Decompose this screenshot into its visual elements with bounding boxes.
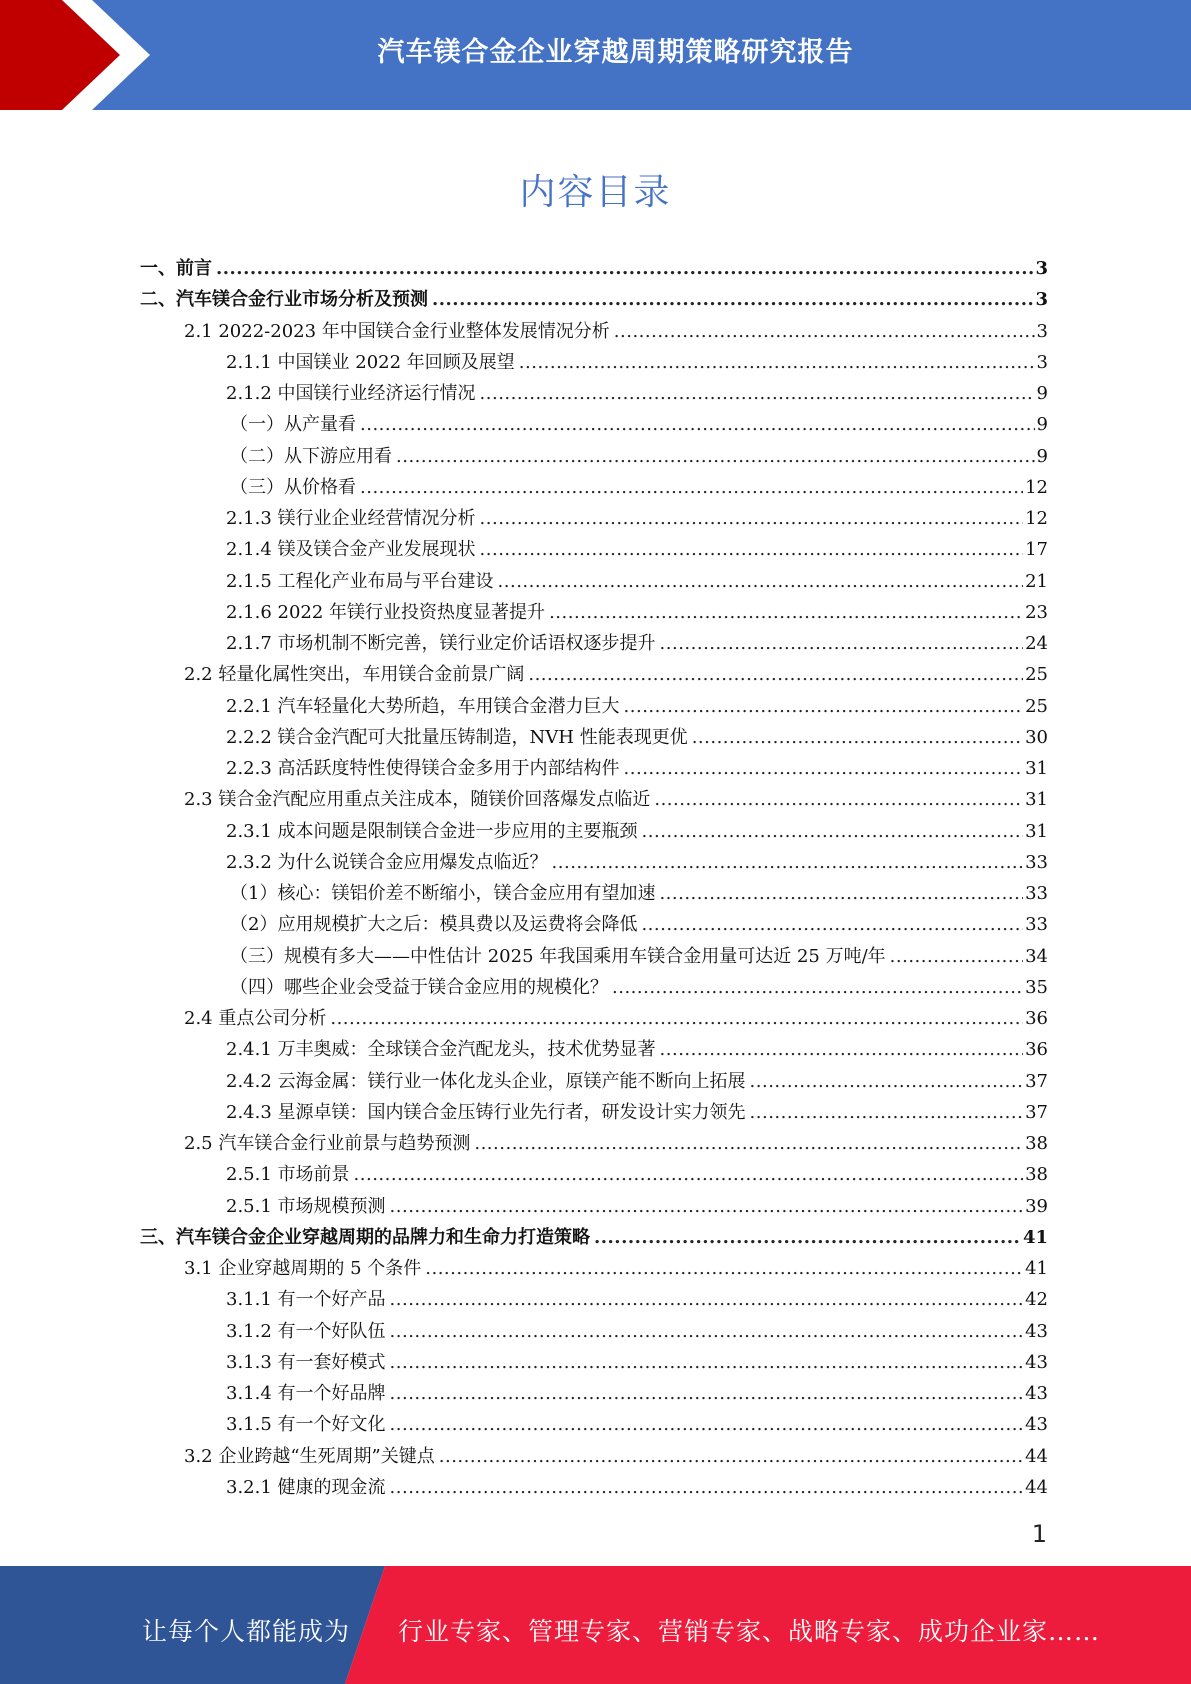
toc-entry[interactable] [140,1035,1048,1066]
toc-entry-label: 2.2 轻量化属性突出，车用镁合金前景广阔 [184,664,525,686]
toc-dot-leader [552,852,1024,873]
toc-entry[interactable] [140,442,1048,473]
toc-entry[interactable] [140,1192,1048,1223]
toc-entry-label: 2.1 2022-2023 年中国镁合金行业整体发展情况分析 [184,320,610,342]
toc-entry-page: 12 [1025,508,1048,529]
toc-entry[interactable] [140,754,1048,785]
toc-dot-leader [390,1383,1024,1404]
toc-dot-leader [360,477,1023,498]
toc-entry-label: 2.2.1 汽车轻量化大势所趋，车用镁合金潜力巨大 [226,695,620,717]
toc-entry-page: 31 [1025,820,1048,842]
toc-entry[interactable] [140,1379,1048,1410]
toc-entry-label: 3.1.2 有一个好队伍 [226,1320,386,1342]
page-header [0,0,1191,110]
toc-dot-leader [390,1477,1024,1498]
toc-dot-leader [354,1164,1024,1185]
toc-entry[interactable] [140,567,1048,598]
toc-entry-page: 36 [1025,1039,1048,1061]
toc-entry[interactable] [140,1285,1048,1316]
toc-entry[interactable] [140,629,1048,660]
toc-entry[interactable] [140,692,1048,723]
toc-entry[interactable] [140,1223,1048,1254]
footer-slogan-right: 行业专家、管理专家、营销专家、战略专家、成功企业家…… [398,1617,1101,1646]
toc-entry-page: 37 [1025,1070,1048,1092]
toc-entry-page: 3 [1036,320,1048,342]
toc-entry-label: （二）从下游应用看 [230,445,392,467]
toc-entry[interactable] [140,723,1048,754]
toc-entry-page: 9 [1036,414,1048,436]
toc-entry[interactable] [140,1348,1048,1379]
toc-entry-page: 9 [1036,445,1048,467]
toc-entry-page: 24 [1025,633,1048,654]
toc-entry[interactable] [140,660,1048,691]
toc-entry-page: 43 [1025,1320,1048,1342]
toc-entry[interactable] [140,1098,1048,1129]
toc-entry[interactable] [140,1473,1048,1504]
toc-entry-page: 25 [1025,664,1048,686]
page-number: 1 [1031,1520,1047,1548]
toc-entry-page: 44 [1025,1476,1048,1498]
toc-entry-label: 2.3.1 成本问题是限制镁合金进一步应用的主要瓶颈 [226,820,638,842]
toc-dot-leader [549,602,1023,623]
toc-entry[interactable] [140,785,1048,816]
toc-entry-page: 21 [1025,570,1048,592]
toc-entry-label: 2.4.3 星源卓镁：国内镁合金压铸行业先行者，研发设计实力领先 [226,1101,746,1123]
toc-entry-label: 2.1.3 镁行业企业经营情况分析 [226,508,476,529]
toc-entry-page: 23 [1025,601,1048,623]
toc-entry-page: 41 [1025,1258,1048,1279]
toc-entry-label: 2.3 镁合金汽配应用重点关注成本，随镁价回落爆发点临近 [184,789,651,811]
toc-entry-page: 17 [1025,539,1048,561]
toc-dot-leader [528,664,1023,685]
toc-entry-page: 36 [1025,1008,1048,1029]
toc-dot-leader [660,633,1024,654]
toc-entry[interactable] [140,1129,1048,1160]
toc-dot-leader [642,821,1024,842]
toc-entry-page: 43 [1025,1383,1048,1404]
toc-dot-leader [390,1321,1024,1342]
toc-entry[interactable] [140,973,1048,1004]
toc-entry-label: 三、汽车镁合金企业穿越周期的品牌力和生命力打造策略 [140,1226,590,1248]
toc-entry[interactable] [140,254,1048,285]
toc-dot-leader [474,1133,1023,1154]
toc-entry-page: 39 [1025,1195,1048,1217]
toc-dot-leader [360,414,1035,435]
toc-dot-leader [750,1102,1024,1123]
toc-entry[interactable] [140,285,1048,316]
toc-dot-leader [216,258,1033,279]
toc-entry-label: （一）从产量看 [230,414,356,436]
toc-entry[interactable] [140,1004,1048,1035]
toc-entry-page: 3 [1035,258,1048,279]
toc-entry-page: 3 [1036,351,1048,373]
toc-entry-label: 2.5 汽车镁合金行业前景与趋势预测 [184,1133,471,1154]
toc-dot-leader [439,1446,1023,1467]
toc-entry-page: 33 [1025,914,1048,936]
toc-entry-label: 2.5.1 市场前景 [226,1164,350,1186]
toc-entry-label: 二、汽车镁合金行业市场分析及预测 [140,289,428,311]
toc-dot-leader [432,289,1033,310]
toc-entry[interactable] [140,910,1048,941]
toc-entry[interactable] [140,504,1048,535]
toc-dot-leader [390,1289,1024,1310]
toc-dot-leader [390,1414,1024,1435]
toc-entry-page: 41 [1022,1226,1048,1248]
toc-entry-label: （三）规模有多大——中性估计 2025 年我国乘用车镁合金用量可达近 25 万吨/年 [230,945,886,967]
page-footer [0,1566,1191,1684]
toc-entry[interactable] [140,1067,1048,1098]
footer-slogan-left: 让每个人都能成为 [142,1617,351,1646]
toc-entry[interactable] [140,1254,1048,1285]
toc-entry[interactable] [140,379,1048,410]
toc-dot-leader [624,758,1024,779]
toc-entry[interactable] [140,817,1048,848]
toc-entry[interactable] [140,473,1048,504]
toc-entry-page: 33 [1025,883,1048,904]
toc-entry[interactable] [140,1410,1048,1441]
toc-entry-label: 2.1.2 中国镁行业经济运行情况 [226,383,476,404]
toc-entry[interactable] [140,879,1048,910]
toc-entry-label: 3.1.5 有一个好文化 [226,1414,386,1436]
toc-entry-label: （四）哪些企业会受益于镁合金应用的规模化？ [230,976,608,998]
toc-entry-label: 3.1.1 有一个好产品 [226,1289,386,1311]
toc-entry-label: 2.1.7 市场机制不断完善，镁行业定价话语权逐步提升 [226,633,656,654]
toc-dot-leader [641,914,1023,935]
toc-entry[interactable] [140,848,1048,879]
toc-entry-label: 3.1.3 有一套好模式 [226,1351,386,1373]
toc-entry-page: 3 [1035,289,1048,311]
toc-dot-leader [519,352,1035,373]
toc-dot-leader [480,508,1024,529]
toc-entry-label: 一、前言 [140,258,212,279]
toc-entry-label: 2.1.6 2022 年镁行业投资热度显著提升 [226,601,546,623]
toc-entry-page: 42 [1025,1289,1048,1311]
toc-dot-leader [659,883,1023,904]
toc-dot-leader [660,1039,1024,1060]
toc-dot-leader [624,696,1024,717]
toc-dot-leader [480,539,1024,560]
toc-entry-label: 2.1.4 镁及镁合金产业发展现状 [226,539,476,561]
toc-entry-page: 9 [1036,383,1048,404]
toc-entry-page: 12 [1025,476,1048,498]
toc-entry-page: 25 [1025,695,1048,717]
toc-dot-leader [390,1352,1024,1373]
toc-entry-label: 3.2.1 健康的现金流 [226,1476,386,1498]
toc-entry-label: 2.3.2 为什么说镁合金应用爆发点临近？ [226,851,548,873]
toc-entry[interactable] [140,317,1048,348]
table-of-contents [140,254,1048,1504]
toc-entry-page: 37 [1025,1101,1048,1123]
toc-dot-leader [612,977,1023,998]
toc-entry-label: 2.5.1 市场规模预测 [226,1195,386,1217]
toc-entry-page: 35 [1025,976,1048,998]
toc-entry-label: 3.1.4 有一个好品牌 [226,1383,386,1404]
toc-dot-leader [330,1008,1023,1029]
toc-entry-label: 2.2.2 镁合金汽配可大批量压铸制造，NVH 性能表现更优 [226,726,688,748]
toc-dot-leader [692,727,1023,748]
toc-entry-page: 43 [1025,1351,1048,1373]
toc-entry-page: 30 [1025,726,1048,748]
toc-entry-page: 31 [1025,789,1048,811]
toc-dot-leader [480,383,1035,404]
toc-entry[interactable] [140,535,1048,566]
toc-entry-page: 34 [1025,945,1048,967]
toc-title: 内容目录 [519,172,672,213]
toc-dot-leader [750,1071,1024,1092]
toc-dot-leader [498,571,1024,592]
toc-entry-label: 2.1.1 中国镁业 2022 年回顾及展望 [226,351,515,373]
toc-dot-leader [390,1196,1024,1217]
toc-dot-leader [654,789,1023,810]
toc-entry-page: 44 [1025,1445,1048,1467]
toc-dot-leader [614,321,1035,342]
toc-entry-label: 3.2 企业跨越“生死周期”关键点 [184,1445,435,1467]
toc-entry-label: （三）从价格看 [230,476,356,498]
toc-entry-label: （1）核心：镁铝价差不断缩小，镁合金应用有望加速 [230,883,656,904]
toc-entry[interactable] [140,1442,1048,1473]
toc-dot-leader [890,946,1023,967]
toc-entry[interactable] [140,598,1048,629]
toc-entry-label: 2.2.3 高活跃度特性使得镁合金多用于内部结构件 [226,758,620,779]
toc-entry-label: 2.4.1 万丰奥威：全球镁合金汽配龙头，技术优势显著 [226,1039,656,1061]
toc-entry-page: 31 [1025,758,1048,779]
toc-dot-leader [594,1227,1021,1248]
toc-entry-label: 2.1.5 工程化产业布局与平台建设 [226,570,494,592]
toc-entry-label: 2.4 重点公司分析 [184,1008,327,1029]
toc-entry-label: 2.4.2 云海金属：镁行业一体化龙头企业，原镁产能不断向上拓展 [226,1070,746,1092]
toc-entry-page: 43 [1025,1414,1048,1436]
toc-entry-label: （2）应用规模扩大之后：模具费以及运费将会降低 [230,914,638,936]
toc-entry-page: 38 [1025,1164,1048,1186]
header-title: 汽车镁合金企业穿越周期策略研究报告 [377,37,854,68]
toc-entry[interactable] [140,1160,1048,1191]
toc-entry[interactable] [140,942,1048,973]
toc-dot-leader [425,1258,1023,1279]
toc-entry[interactable] [140,348,1048,379]
toc-entry-label: 3.1 企业穿越周期的 5 个条件 [184,1258,422,1279]
toc-entry-page: 38 [1025,1133,1048,1154]
toc-entry[interactable] [140,410,1048,441]
toc-entry[interactable] [140,1317,1048,1348]
toc-dot-leader [396,446,1035,467]
toc-entry-page: 33 [1025,851,1048,873]
